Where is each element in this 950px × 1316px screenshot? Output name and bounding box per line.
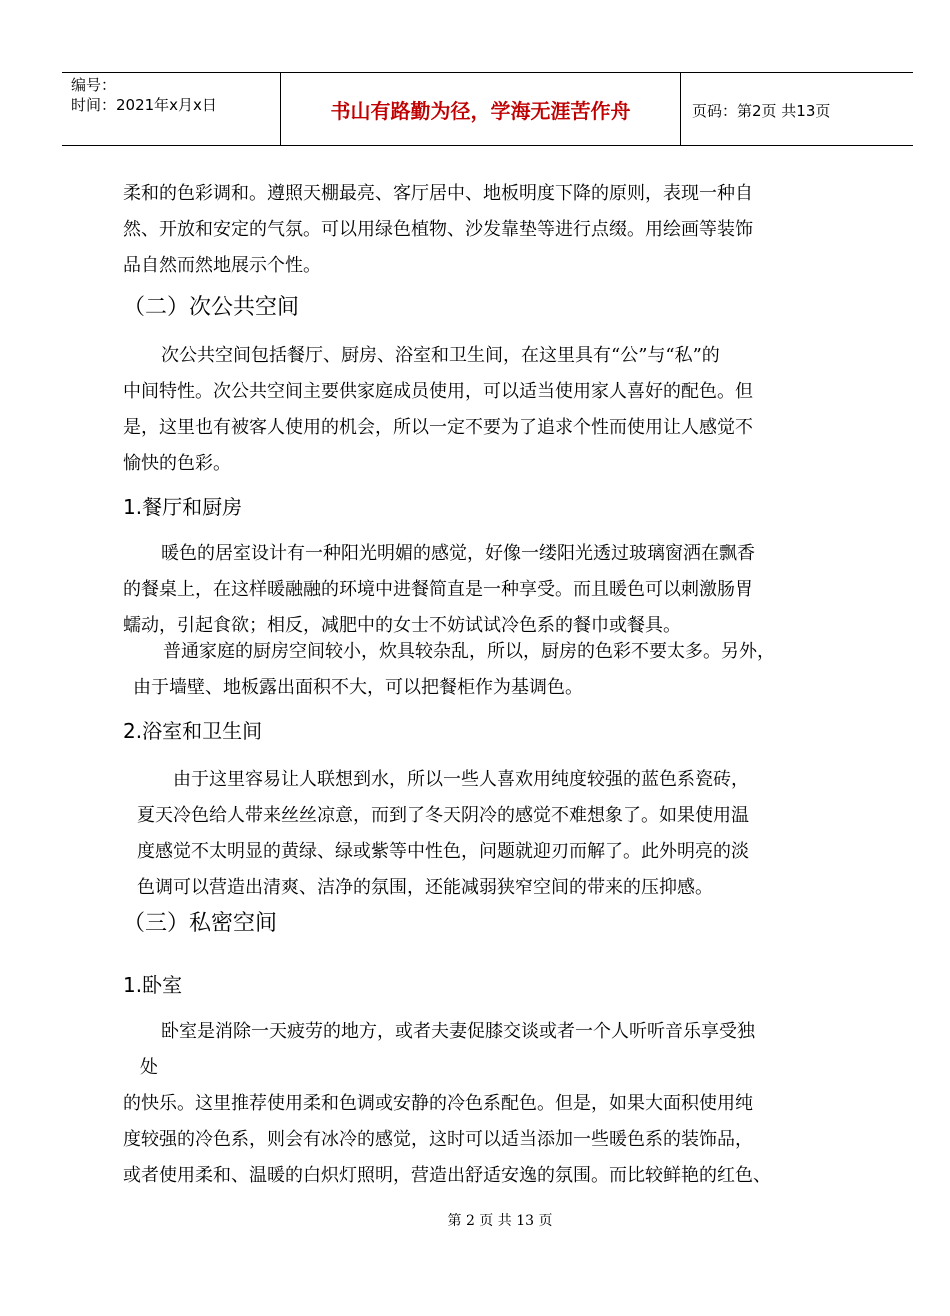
header-page-number: 页码：第2页 共13页 [692,102,831,120]
subsection-heading: 1.卧室 [123,973,183,997]
text-line: 色调可以营造出清爽、洁净的氛围，还能减弱狭窄空间的带来的压抑感。 [137,877,713,898]
text-line: 处 [140,1057,158,1078]
section-heading: （三）私密空间 [123,911,278,936]
text-line: 或者使用柔和、温暖的白炽灯照明，营造出舒适安逸的氛围。而比较鲜艳的红色、 [123,1165,771,1186]
subsection-heading: 2.浴室和卫生间 [123,719,263,743]
header-motto-cell [281,73,681,145]
text-line: 蠕动，引起食欲；相反，减肥中的女士不妨试试冷色系的餐巾或餐具。 [123,615,681,636]
serial-number-label: 编号： [71,76,117,94]
text-line: 夏天冷色给人带来丝丝凉意，而到了冬天阴冷的感觉不难想象了。如果使用温 [137,805,749,826]
text-line: 普通家庭的厨房空间较小，炊具较杂乱，所以，厨房的色彩不要太多。另外， [163,641,775,662]
text-line: 柔和的色彩调和。遵照天棚最亮、客厅居中、地板明度下降的原则，表现一种自 [123,183,753,204]
text-line: 是，这里也有被客人使用的机会，所以一定不要为了追求个性而使用让人感觉不 [123,417,753,438]
text-line: 度较强的冷色系，则会有冰冷的感觉，这时可以适当添加一些暖色系的装饰品， [123,1129,753,1150]
text-line: 由于墙壁、地板露出面积不大，可以把餐柜作为基调色。 [133,677,583,698]
text-line: 暖色的居室设计有一种阳光明媚的感觉，好像一缕阳光透过玻璃窗洒在飘香 [161,543,755,564]
page-footer: 第 2 页 共 13 页 [447,1213,553,1229]
text-line: 的快乐。这里推荐使用柔和色调或安静的冷色系配色。但是，如果大面积使用纯 [123,1093,753,1114]
time-label: 时间：2021年x月x日 [71,96,217,114]
text-line: 品自然而然地展示个性。 [123,255,321,276]
text-line: 中间特性。次公共空间主要供家庭成员使用，可以适当使用家人喜好的配色。但 [123,381,753,402]
text-line: 度感觉不太明显的黄绿、绿或紫等中性色，问题就迎刃而解了。此外明亮的淡 [137,841,749,862]
text-line: 愉快的色彩。 [123,453,231,474]
text-line: 次公共空间包括餐厅、厨房、浴室和卫生间，在这里具有“公”与“私”的 [161,345,720,366]
text-line: 卧室是消除一天疲劳的地方，或者夫妻促膝交谈或者一个人听听音乐享受独 [161,1021,755,1042]
section-heading: （二）次公共空间 [123,295,300,320]
header-page-cell [681,73,913,145]
text-line: 然、开放和安定的气氛。可以用绿色植物、沙发靠垫等进行点缀。用绘画等装饰 [123,219,753,240]
header-info-cell [62,73,281,145]
header-motto: 书山有路勤为径，学海无涯苦作舟 [330,99,631,123]
text-line: 由于这里容易让人联想到水，所以一些人喜欢用纯度较强的蓝色系瓷砖， [173,769,749,790]
page-header [62,72,913,146]
text-line: 的餐桌上，在这样暖融融的环境中进餐简直是一种享受。而且暖色可以刺激肠胃 [123,579,753,600]
subsection-heading: 1.餐厅和厨房 [123,495,243,519]
